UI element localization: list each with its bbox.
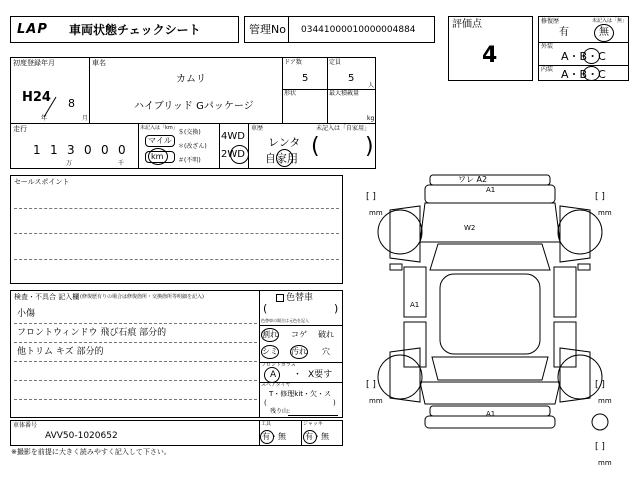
max-load-label: 最大積載量	[329, 90, 360, 97]
inspection-box: 検査・不具合 記入欄 (修復歴有りの場合は修復箇所・交換箇所等明細を記入) 小傷 フロントウィンドウ 飛び石痕 部分的 他トリム キズ 部分的 色替車 ( ) 色替車の場合は元色を記入 割れ コゲ 破れ シミ 汚れ 穴 フロントガラス A ・ X要す スペアタイヤ T・修理kit・欠・ス ( ) 残り山:	[10, 290, 343, 418]
capacity-unit: 人	[368, 82, 375, 89]
repair-no-circle	[594, 24, 614, 42]
interior-b-circle	[583, 66, 600, 81]
brand-logo: LAP	[17, 22, 48, 37]
month-unit: 月	[82, 115, 89, 122]
doors-value: 5	[302, 73, 309, 84]
damage-stain: シミ	[262, 347, 278, 356]
w2-code: W2	[464, 224, 476, 232]
footer-note: ※撮影を前提に大きく読みやすく記入して下さい。	[11, 448, 171, 456]
tire-bracket-spare: [ ]	[595, 442, 605, 452]
car-grade: ハイブリッド Gパッケージ	[134, 101, 254, 112]
damage-tear: 破れ	[318, 330, 334, 339]
car-name-label: 車名	[92, 59, 106, 67]
sales-point-label: セールスポイント	[14, 178, 70, 186]
usage-note: 未記入は「自家用」	[316, 125, 371, 132]
tire-mm-rl: mm	[369, 397, 383, 405]
top-damage-codes: ワレ A2	[458, 175, 488, 184]
capacity-value: 5	[348, 73, 355, 84]
max-load-unit: kg	[367, 115, 375, 122]
tools-label: 工具	[261, 421, 272, 427]
title-box	[10, 16, 239, 43]
tread-underline	[288, 415, 338, 416]
status-exchanged: (交換)	[184, 129, 201, 136]
km-option: km	[151, 152, 164, 161]
vehicle-info-grid: 初度登録年月 H24 8 年 月 車名 カムリ ハイブリッド Gパッケージ ドア数 5 定員 5 人 形状 最大積載量 kg 走行 1 1 3 0 0 0 万 千 未記入は「km」 マイル km (交換) (改ざん) (不明) ＄ ＊ ＃ 4WD 2WD 車歴 未記入は「自家用」 レンタ 自家用 ( )	[10, 57, 376, 169]
sheet-title: 車両状態チェックシート	[69, 23, 201, 37]
mile-option: マイル	[148, 136, 172, 145]
inspection-sublabel: (修復歴有りの場合は修復箇所・交換箇所等明細を記入)	[80, 294, 204, 300]
tire-mm-rr: mm	[598, 397, 612, 405]
damage-dirt-circle	[290, 345, 308, 359]
window-ok-circle	[264, 367, 280, 383]
tire-mm-fr: mm	[598, 209, 612, 217]
drive-2wd: 2WD	[221, 149, 245, 160]
window-label: フロントガラス	[261, 362, 296, 368]
damage-dirt: 汚れ	[291, 347, 307, 356]
usage-rental: レンタ	[268, 136, 301, 149]
chassis-label: 車体番号	[13, 422, 38, 429]
year-unit: 年	[41, 115, 48, 122]
drive-2wd-circle	[230, 145, 249, 164]
spare-options: T・修理kit・欠・ス	[269, 390, 332, 398]
window-ok: A	[270, 370, 277, 380]
grade-value: 4	[482, 43, 498, 68]
repair-no: 無	[599, 27, 609, 38]
registration-label: 初度登録年月	[13, 59, 55, 67]
mileage-digits	[33, 144, 133, 158]
a1-code-rear: A1	[486, 410, 496, 418]
interior-abc: A・B・C	[561, 68, 606, 81]
color-change-checkbox[interactable]	[276, 294, 284, 302]
jack-yes-circle	[303, 430, 317, 444]
repair-box	[538, 16, 629, 81]
sales-point-box	[10, 175, 343, 284]
damage-hole: 穴	[322, 347, 330, 356]
tire-mm-fl: mm	[369, 209, 383, 217]
inspection-label: 検査・不具合 記入欄	[14, 293, 80, 301]
status-unknown: (不明)	[184, 157, 201, 164]
management-box	[244, 16, 435, 43]
mileage-digit: 0	[101, 143, 109, 157]
color-change-note: 色替車の場合は元色を記入	[261, 318, 309, 323]
mileage-digit: 1	[50, 143, 58, 157]
mileage-label: 走行	[13, 125, 27, 133]
repair-yes: 有	[559, 27, 569, 38]
spare-label: スペアタイヤ	[261, 382, 291, 388]
damage-crack: 割れ	[262, 330, 278, 339]
window-bad: X要す	[308, 370, 333, 380]
shape-label: 形状	[284, 90, 297, 97]
chassis-box	[10, 420, 343, 446]
color-change-label: 色替車	[286, 293, 314, 303]
drive-4wd: 4WD	[221, 131, 245, 142]
inspection-line-3: 他トリム キズ 部分的	[17, 347, 104, 357]
repair-label: 修復歴	[541, 18, 560, 25]
mileage-digit: 1	[33, 143, 41, 157]
tire-bracket-fl: [ ]	[366, 192, 376, 202]
inspection-line-1: 小傷	[17, 309, 36, 319]
mileage-digit: 0	[118, 143, 126, 157]
mgmt-number: 03441000010000004884	[301, 25, 416, 35]
interior-label: 内装	[541, 66, 554, 73]
tools-yes-no: 有・無	[262, 432, 286, 441]
vehicle-diagram	[360, 172, 630, 432]
grade-box	[448, 16, 533, 81]
exterior-abc: A・B・C	[561, 50, 606, 63]
a1-code-front: A1	[486, 186, 496, 194]
damage-crack-circle	[261, 328, 279, 342]
damage-burn: コゲ	[291, 330, 307, 339]
tire-bracket-rr: [ ]	[595, 380, 605, 390]
exterior-b-circle	[583, 48, 600, 64]
tire-bracket-fr: [ ]	[595, 192, 605, 202]
damage-stain-circle	[261, 345, 279, 359]
jack-yes-no: 有・無	[305, 432, 329, 441]
exterior-label: 外装	[541, 43, 554, 50]
repair-note: 未記入は「無」	[592, 18, 628, 24]
usage-private: 自家用	[265, 152, 298, 165]
capacity-label: 定員	[329, 59, 342, 66]
usage-label: 車歴	[251, 125, 264, 132]
tread-label: 残り山:	[270, 408, 291, 415]
chassis-number: AVV50-1020652	[45, 431, 118, 441]
doors-label: ドア数	[284, 59, 302, 66]
a1-code-side: A1	[410, 301, 420, 309]
ten-thousand-unit: 万	[66, 160, 73, 167]
grade-label: 評価点	[452, 19, 482, 30]
tire-mm-spare: mm	[598, 459, 612, 467]
inspection-line-2: フロントウィンドウ 飛び石痕 部分的	[17, 328, 167, 338]
jack-label: ジャッキ	[303, 421, 323, 427]
registration-month: 8	[68, 97, 75, 110]
mileage-digit: 3	[67, 143, 75, 157]
thousand-unit: 千	[118, 160, 125, 167]
mgmt-label: 管理No	[249, 23, 286, 36]
status-tampered: (改ざん)	[184, 143, 207, 150]
km-circle	[148, 148, 168, 165]
registration-era-year: H24	[22, 90, 51, 105]
usage-private-circle	[276, 149, 293, 167]
mileage-digit: 0	[84, 143, 92, 157]
tire-bracket-rl: [ ]	[366, 380, 376, 390]
mileage-unit-note: 未記入は「km」	[140, 125, 178, 131]
car-name: カムリ	[176, 74, 206, 85]
tools-yes-circle	[260, 430, 274, 444]
